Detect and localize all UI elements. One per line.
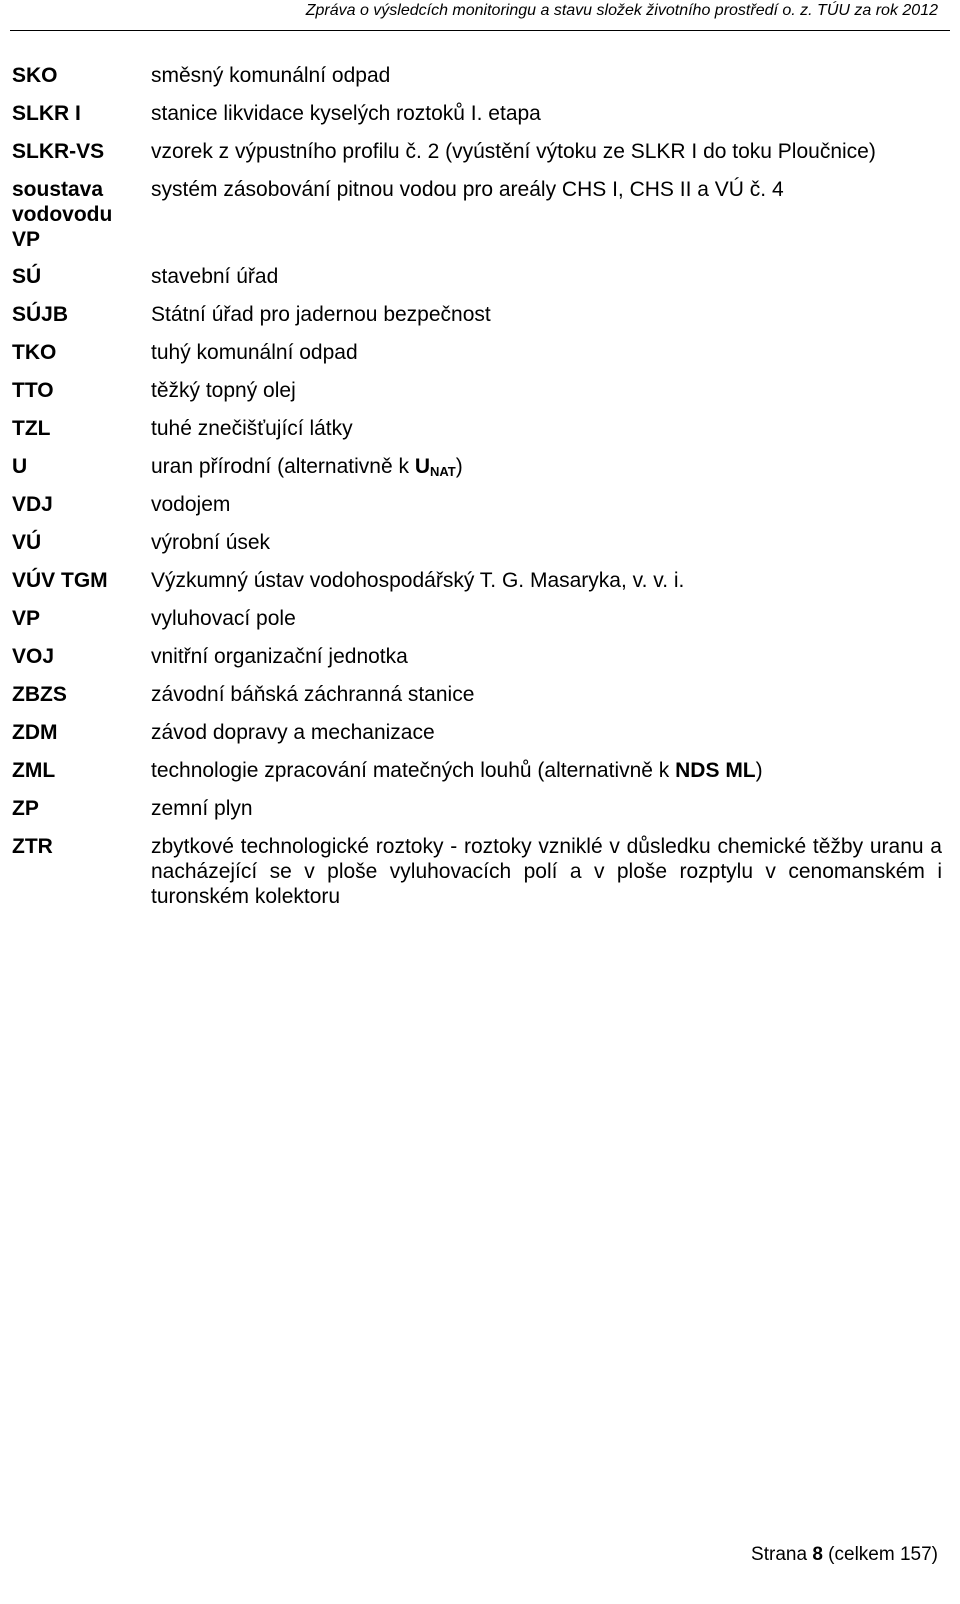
- abbreviation-term: TKO: [12, 341, 57, 364]
- definition-text: ): [455, 455, 463, 478]
- abbreviation-term: SLKR I: [12, 102, 81, 125]
- abbreviation-definition: [151, 454, 942, 492]
- abbreviation-term: TTO: [12, 379, 54, 402]
- abbreviation-definition: vyluhovací pole: [151, 607, 296, 630]
- abbreviation-term: ZBZS: [12, 683, 67, 706]
- abbreviation-definition: stavební úřad: [151, 265, 279, 288]
- abbreviation-row: [12, 101, 942, 139]
- abbreviation-definition: vodojem: [151, 493, 231, 516]
- abbreviation-row: [12, 340, 942, 378]
- abbreviation-term: SÚ: [12, 265, 42, 288]
- abbreviation-row: [12, 530, 942, 568]
- abbreviation-row: [12, 177, 942, 264]
- abbreviation-definition: [151, 758, 942, 796]
- abbreviation-definition: stanice likvidace kyselých roztoků I. etapa: [151, 102, 541, 125]
- abbreviation-term: soustava vodovodu VP: [12, 178, 113, 251]
- definition-text: technologie zpracování matečných louhů (alternativně k: [151, 759, 676, 782]
- abbreviation-definition: systém zásobování pitnou vodou pro areály CHS I, CHS II a VÚ č. 4: [151, 178, 784, 201]
- abbreviation-definition: tuhé znečišťující látky: [151, 417, 353, 440]
- abbreviation-row: [12, 63, 942, 101]
- abbreviation-row: [12, 644, 942, 682]
- abbreviation-row: [12, 416, 942, 454]
- abbreviation-term: VÚ: [12, 531, 42, 554]
- page-number: 8: [812, 1544, 823, 1565]
- abbreviation-definition: směsný komunální odpad: [151, 64, 391, 87]
- symbol-u-nat: U: [414, 455, 430, 478]
- abbreviation-row: [12, 264, 942, 302]
- abbreviation-definition: vnitřní organizační jednotka: [151, 645, 408, 668]
- abbreviation-definition: tuhý komunální odpad: [151, 341, 358, 364]
- abbreviation-term: VDJ: [12, 493, 53, 516]
- abbreviation-definition: výrobní úsek: [151, 531, 271, 554]
- abbreviation-row: [12, 758, 942, 796]
- abbreviation-term: ZTR: [12, 835, 53, 858]
- abbreviation-term: SKO: [12, 64, 58, 87]
- abbreviation-row: [12, 834, 942, 922]
- footer-suffix: (celkem 157): [822, 1544, 938, 1565]
- abbreviation-term: SLKR-VS: [12, 140, 105, 163]
- abbreviation-definition: těžký topný olej: [151, 379, 296, 402]
- header-rule: [10, 30, 950, 31]
- abbreviation-term: ZP: [12, 797, 39, 820]
- abbreviation-row: [12, 378, 942, 416]
- footer-prefix: Strana: [751, 1544, 813, 1565]
- definition-text: ): [755, 759, 763, 782]
- abbreviation-row: [12, 492, 942, 530]
- running-header: Zpráva o výsledcích monitoringu a stavu složek životního prostředí o. z. TÚU za rok 2012: [305, 2, 938, 19]
- abbreviation-term: ZDM: [12, 721, 58, 744]
- abbreviation-term: VP: [12, 607, 41, 630]
- definition-text: uran přírodní (alternativně k: [151, 455, 415, 478]
- abbreviation-definition: závodní báňská záchranná stanice: [151, 683, 475, 706]
- abbreviation-term: TZL: [12, 417, 51, 440]
- definition-bold: NDS ML: [675, 759, 756, 782]
- abbreviation-row: [12, 796, 942, 834]
- abbreviation-row: [12, 302, 942, 340]
- abbreviation-definition: Výzkumný ústav vodohospodářský T. G. Masaryka, v. v. i.: [151, 569, 685, 592]
- abbreviation-list: [12, 63, 942, 922]
- abbreviation-term: ZML: [12, 759, 56, 782]
- abbreviation-term: VOJ: [12, 645, 55, 668]
- abbreviation-term: VÚV TGM: [12, 569, 108, 592]
- abbreviation-definition: Státní úřad pro jadernou bezpečnost: [151, 303, 491, 326]
- abbreviation-definition: zbytkové technologické roztoky - roztoky vzniklé v důsledku chemické těžby uranu a nacházející se v ploše vyluhovacích polí a v ploše rozptylu v cenomanském i turonském kolektoru: [151, 835, 942, 908]
- page-footer: [751, 1544, 938, 1566]
- abbreviation-row: [12, 139, 942, 177]
- abbreviation-row: [12, 720, 942, 758]
- abbreviation-row: [12, 568, 942, 606]
- abbreviation-definition: vzorek z výpustního profilu č. 2 (vyústění výtoku ze SLKR I do toku Ploučnice): [151, 140, 876, 163]
- symbol-subscript: NAT: [429, 464, 456, 479]
- abbreviation-row: [12, 454, 942, 492]
- abbreviation-term: SÚJB: [12, 303, 69, 326]
- abbreviation-term: U: [12, 455, 28, 478]
- abbreviation-row: [12, 682, 942, 720]
- abbreviation-definition: závod dopravy a mechanizace: [151, 721, 435, 744]
- abbreviation-definition: zemní plyn: [151, 797, 253, 820]
- abbreviation-row: [12, 606, 942, 644]
